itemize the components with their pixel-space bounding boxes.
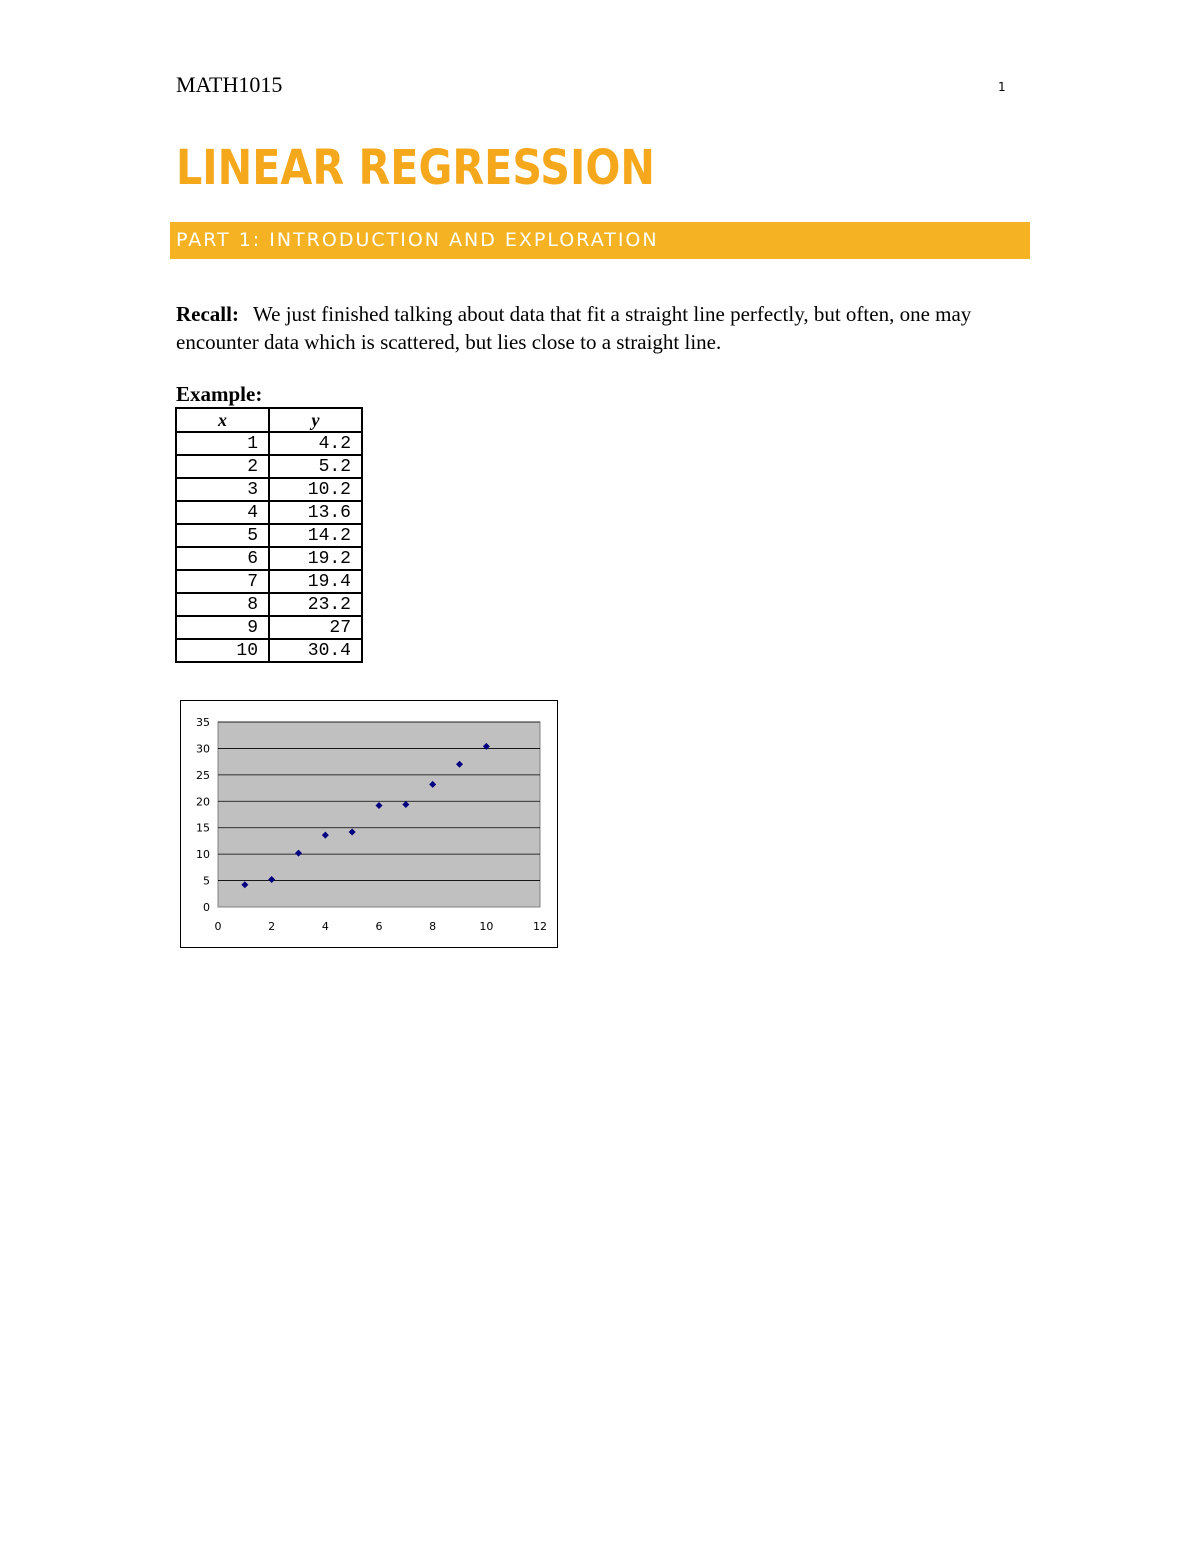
cell-x: 8 — [176, 593, 269, 616]
recall-text: We just finished talking about data that fit a straight line perfectly, but often, one may encounter data which is scattered, but lies close to a straight line. — [176, 302, 972, 354]
cell-y: 19.2 — [269, 547, 362, 570]
scatter-chart-svg — [181, 701, 557, 947]
page-number: 1 — [998, 80, 1006, 94]
x-tick-label: 0 — [214, 920, 222, 933]
x-tick-label: 12 — [533, 920, 547, 933]
table-row — [176, 432, 362, 455]
cell-x: 10 — [176, 639, 269, 662]
table-row — [176, 455, 362, 478]
table-row — [176, 639, 362, 662]
table-row — [176, 547, 362, 570]
cell-y: 10.2 — [269, 478, 362, 501]
y-tick-label: 5 — [203, 874, 210, 888]
cell-x: 2 — [176, 455, 269, 478]
cell-y: 23.2 — [269, 593, 362, 616]
cell-x: 3 — [176, 478, 269, 501]
cell-x: 9 — [176, 616, 269, 639]
recall-paragraph — [176, 300, 1036, 356]
x-tick-label: 8 — [429, 920, 437, 933]
cell-y: 19.4 — [269, 570, 362, 593]
table-row — [176, 501, 362, 524]
x-tick-label: 10 — [479, 920, 494, 933]
y-tick-label: 15 — [196, 821, 210, 835]
x-tick-label: 6 — [375, 920, 383, 933]
section-heading — [170, 222, 1030, 259]
table-row — [176, 616, 362, 639]
cell-y: 14.2 — [269, 524, 362, 547]
table-header-row — [176, 408, 362, 432]
y-tick-label: 35 — [196, 716, 210, 729]
cell-y: 13.6 — [269, 501, 362, 524]
x-tick-label: 4 — [321, 920, 329, 933]
course-code: MATH1015 — [176, 72, 283, 97]
example-label: Example: — [176, 382, 263, 406]
column-header-y: y — [269, 408, 362, 432]
y-tick-label: 30 — [196, 742, 210, 756]
column-header-x: x — [176, 408, 269, 432]
cell-x: 1 — [176, 432, 269, 455]
cell-y: 30.4 — [269, 639, 362, 662]
cell-y: 27 — [269, 616, 362, 639]
cell-y: 4.2 — [269, 432, 362, 455]
x-tick-label: 2 — [268, 920, 276, 933]
y-tick-label: 20 — [196, 795, 210, 809]
y-tick-label: 10 — [196, 848, 210, 862]
cell-x: 5 — [176, 524, 269, 547]
table-row — [176, 478, 362, 501]
plot-area — [218, 722, 540, 907]
section-heading-text: PART 1: INTRODUCTION AND EXPLORATION — [176, 229, 659, 251]
table-row — [176, 593, 362, 616]
recall-label: Recall: — [176, 302, 239, 326]
cell-x: 7 — [176, 570, 269, 593]
data-table — [175, 407, 363, 663]
scatter-chart — [180, 700, 558, 948]
cell-y: 5.2 — [269, 455, 362, 478]
y-tick-label: 25 — [196, 768, 210, 782]
table-row — [176, 524, 362, 547]
cell-x: 4 — [176, 501, 269, 524]
page-title: LINEAR REGRESSION — [176, 140, 655, 196]
y-tick-label: 0 — [203, 901, 210, 914]
cell-x: 6 — [176, 547, 269, 570]
table-row — [176, 570, 362, 593]
